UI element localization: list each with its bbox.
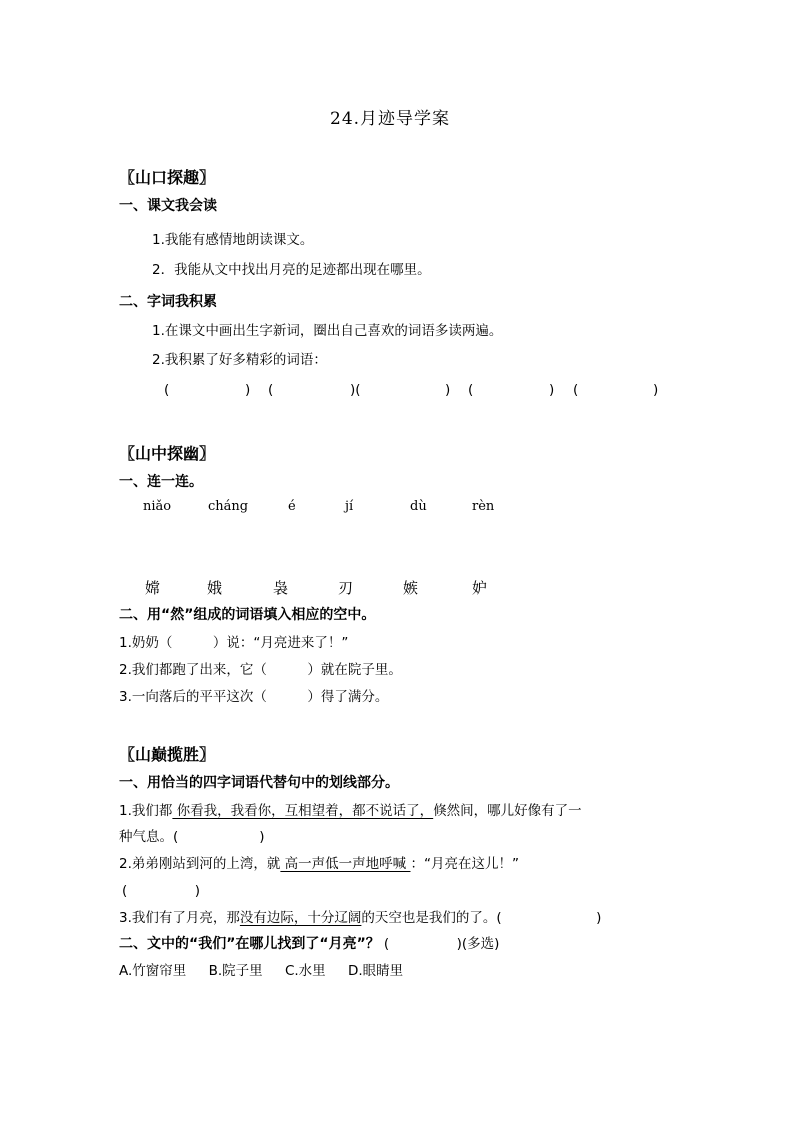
blank-paren: (: [573, 382, 579, 398]
question-text: ：“月亮在这儿！”: [410, 856, 519, 872]
character-item: 袅: [273, 579, 289, 597]
question-1: [119, 799, 582, 819]
pinyin-item: jí: [345, 499, 354, 514]
blank-paren: (: [468, 382, 474, 398]
question-text: 2.弟弟刚站到河的上湾，就: [119, 856, 281, 872]
underlined-phrase: 你看我，我看你，互相望着，都不说话了，: [172, 803, 434, 819]
question-1-line2: 种气息。( ): [119, 829, 265, 845]
pinyin-item: cháng: [208, 499, 249, 514]
character-item: 妒: [472, 579, 488, 597]
list-item: 2．我能从文中找出月亮的足迹都出现在哪里。: [152, 262, 431, 278]
list-item: 2.我积累了好多精彩的词语：: [152, 352, 327, 368]
list-item: 1.在课文中画出生字新词，圈出自己喜欢的词语多读两遍。: [152, 323, 503, 339]
question-text: 倏然间，哪儿好像有了一: [433, 803, 582, 819]
blank-paren: ): [245, 382, 251, 398]
character-item: 嫉: [403, 579, 419, 597]
question-title: 二、文中的“我们”在哪儿找到了“月亮”？: [119, 936, 380, 952]
part-heading-fill-ran: 二、用“然”组成的词语填入相应的空中。: [119, 607, 376, 623]
question-text: 的天空也是我们的了。( ): [361, 910, 602, 926]
character-item: 娥: [207, 579, 223, 597]
option-d: D.眼睛里: [347, 963, 404, 979]
vocab-blanks: [0, 382, 794, 402]
section-heading-shandian: 〖山巅揽胜〗: [119, 745, 216, 764]
blank-paren: (: [164, 382, 170, 398]
underlined-phrase: 没有边际，十分辽阔: [239, 910, 362, 926]
pinyin-item: é: [288, 499, 296, 514]
part-heading-match: 一、连一连。: [119, 474, 203, 490]
blank-paren: ): [549, 382, 555, 398]
part-heading-read: 一、课文我会读: [119, 198, 217, 214]
page-title: 24.月迹导学案: [330, 109, 451, 129]
pinyin-item: rèn: [472, 499, 495, 514]
underlined-phrase: 高一声低一声地呼喊: [280, 856, 411, 872]
blank-paren: ): [445, 382, 451, 398]
blank-paren: )(: [350, 382, 361, 398]
section-heading-shanzhong: 〖山中探幽〗: [119, 444, 216, 463]
answer-blank: ( )(多选): [383, 936, 500, 952]
blank-paren: (: [268, 382, 274, 398]
question-text: 3.我们有了月亮，那: [119, 910, 240, 926]
part-heading-replace: 一、用恰当的四字词语代替句中的划线部分。: [119, 775, 399, 791]
part-heading-vocab: 二、字词我积累: [119, 294, 217, 310]
character-item: 刃: [338, 579, 354, 597]
option-a: A.竹窗帘里: [119, 963, 187, 979]
list-item: 2.我们都跑了出来，它（ ）就在院子里。: [119, 662, 402, 678]
question-3: [119, 906, 601, 926]
section-heading-shankou: 〖山口探趣〗: [119, 168, 216, 187]
question-2-line2: ( ): [122, 883, 201, 899]
question-2: [119, 852, 519, 872]
pinyin-item: dù: [410, 499, 427, 514]
pinyin-item: niǎo: [143, 499, 172, 514]
list-item: 1.奶奶（ ）说：“月亮进来了！”: [119, 635, 349, 651]
part-heading-multi-choice: [119, 932, 499, 953]
list-item: 1.我能有感情地朗读课文。: [152, 232, 314, 248]
character-item: 嫦: [145, 579, 161, 597]
list-item: 3.一向落后的平平这次（ ）得了满分。: [119, 689, 389, 705]
question-text: 1.我们都: [119, 803, 173, 819]
option-c: C.水里: [284, 963, 326, 979]
blank-paren: ): [653, 382, 659, 398]
options-row: [119, 959, 403, 979]
option-b: B.院子里: [208, 963, 263, 979]
